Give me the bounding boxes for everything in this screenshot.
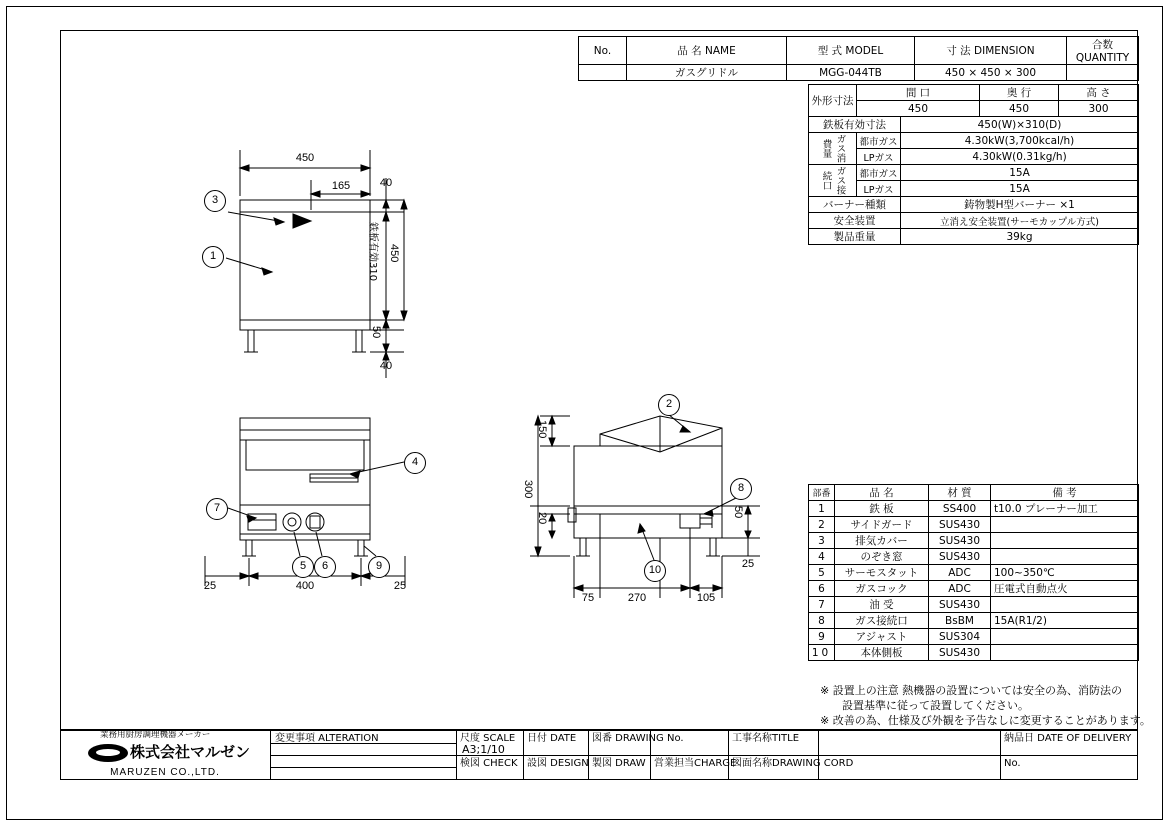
- parts-material: SUS430: [929, 517, 991, 533]
- parts-material: SUS430: [929, 645, 991, 661]
- balloon-4: 4: [404, 452, 426, 474]
- spec-sub-toshi-gas-1: 都市ガス: [857, 133, 901, 149]
- spec-val-burner: 鋳物製H型バーナー ×1: [901, 197, 1139, 213]
- balloon-7: 7: [206, 498, 228, 520]
- header-col-model: 型 式 MODEL: [787, 37, 915, 65]
- parts-name: サーモスタット: [835, 565, 929, 581]
- parts-name: サイドガード: [835, 517, 929, 533]
- parts-no: 3: [809, 533, 835, 549]
- title-field-title: 工事名称TITLE: [732, 733, 800, 744]
- parts-material: SUS430: [929, 549, 991, 565]
- parts-header-no: 部番: [809, 485, 835, 501]
- parts-material: SS400: [929, 501, 991, 517]
- parts-no: 2: [809, 517, 835, 533]
- parts-name: ガス接続口: [835, 613, 929, 629]
- parts-material: ADC: [929, 581, 991, 597]
- install-note-line-3: ※ 改善の為、仕様及び外観を予告なしに変更することがあります。: [820, 714, 1151, 727]
- spec-val-takasa: 300: [1059, 101, 1139, 117]
- title-field-date: 日付 DATE: [527, 733, 577, 744]
- title-row-divider: [270, 755, 1138, 756]
- parts-note: t10.0 プレーナー加工: [991, 501, 1139, 517]
- parts-material: SUS430: [929, 597, 991, 613]
- spec-val-safety: 立消え安全装置(サーモカップル方式): [901, 213, 1139, 229]
- dim-front-165: 165: [331, 180, 351, 192]
- dim-side-75: 75: [581, 592, 595, 604]
- dim-lower-25-left: 25: [203, 580, 217, 592]
- title-field-design: 設図 DESIGN: [527, 758, 589, 769]
- title-alter-divider-2: [270, 767, 456, 768]
- parts-no: 10: [809, 645, 835, 661]
- title-field-drawing-no: 図番 DRAWING No.: [592, 733, 684, 744]
- parts-no: 9: [809, 629, 835, 645]
- spec-val-maguchi: 450: [857, 101, 980, 117]
- parts-no: 1: [809, 501, 835, 517]
- dim-front-40-top: 40: [379, 177, 393, 189]
- dim-front-40-bottom: 40: [379, 360, 393, 372]
- spec-val-teppan: 450(W)×310(D): [901, 117, 1139, 133]
- title-field-delivery: 納品日 DATE OF DELIVERY: [1004, 733, 1132, 744]
- spec-label-gaikei: 外形寸法: [809, 85, 857, 117]
- dim-front-310: 鉄板有効310: [367, 222, 378, 282]
- balloon-2: 2: [658, 394, 680, 416]
- spec-label-burner: バーナー種類: [809, 197, 901, 213]
- spec-sub-lp-gas-2: LPガス: [857, 181, 901, 197]
- spec-val-lp-gas: 4.30kW(0.31kg/h): [901, 149, 1139, 165]
- spec-val-toshi-setsuzoku: 15A: [901, 165, 1139, 181]
- header-col-name: 品 名 NAME: [627, 37, 787, 65]
- balloon-5: 5: [292, 556, 314, 578]
- parts-header-name: 品 名: [835, 485, 929, 501]
- parts-name: ガスコック: [835, 581, 929, 597]
- install-note-line-1: ※ 設置上の注意 熱機器の設置については安全の為、消防法の: [820, 684, 1122, 697]
- header-val-model: MGG-044TB: [787, 65, 915, 81]
- header-col-no: No.: [579, 37, 627, 65]
- title-field-no: No.: [1004, 758, 1021, 769]
- dim-side-50: 50: [732, 506, 744, 519]
- parts-material: SUS430: [929, 533, 991, 549]
- parts-note: 圧電式自動点火: [991, 581, 1139, 597]
- title-field-scale: 尺度 SCALE: [460, 733, 516, 744]
- dim-side-300: 300: [522, 480, 534, 499]
- parts-name: 油 受: [835, 597, 929, 613]
- balloon-6: 6: [314, 556, 336, 578]
- parts-name: 本体側板: [835, 645, 929, 661]
- parts-header-note: 備 考: [991, 485, 1139, 501]
- parts-material: SUS304: [929, 629, 991, 645]
- spec-label-teppan: 鉄板有効寸法: [809, 117, 901, 133]
- maruzen-logo-inner: [96, 749, 120, 756]
- balloon-10: 10: [644, 560, 666, 582]
- title-field-draw: 製図 DRAW: [592, 758, 646, 769]
- spec-label-gas-shohi: ガス消費量: [809, 133, 857, 165]
- spec-sub-okuyuki: 奥 行: [980, 85, 1059, 101]
- install-note-line-2: 設置基準に従って設置してください。: [820, 699, 1029, 712]
- title-field-check: 検図 CHECK: [460, 758, 518, 769]
- parts-material: BsBM: [929, 613, 991, 629]
- dim-side-150: 150: [536, 420, 548, 439]
- title-field-drawing-cord: 図面名称DRAWING CORD: [732, 758, 854, 769]
- header-col-dimension: 寸 法 DIMENSION: [915, 37, 1067, 65]
- dim-side-20: 20: [536, 512, 548, 525]
- parts-name: のぞき窓: [835, 549, 929, 565]
- parts-material: ADC: [929, 565, 991, 581]
- balloon-3: 3: [204, 190, 226, 212]
- company-name-en: MARUZEN CO.,LTD.: [110, 767, 220, 778]
- parts-no: 7: [809, 597, 835, 613]
- dim-lower-25-right: 25: [393, 580, 407, 592]
- parts-no: 5: [809, 565, 835, 581]
- parts-header-material: 材 質: [929, 485, 991, 501]
- spec-val-weight: 39kg: [901, 229, 1139, 245]
- balloon-8: 8: [730, 478, 752, 500]
- spec-label-safety: 安全装置: [809, 213, 901, 229]
- parts-name: 排気カバー: [835, 533, 929, 549]
- maker-caption: 業務用厨房調理機器メーカー: [100, 730, 211, 740]
- balloon-1: 1: [202, 246, 224, 268]
- dim-side-270: 270: [627, 592, 647, 604]
- spec-val-okuyuki: 450: [980, 101, 1059, 117]
- dim-lower-400: 400: [295, 580, 315, 592]
- header-col-quantity: 合数 QUANTITY: [1067, 37, 1139, 65]
- dim-side-105: 105: [696, 592, 716, 604]
- header-val-dimension: 450 × 450 × 300: [915, 65, 1067, 81]
- title-value-scale: A3;1/10: [462, 743, 505, 756]
- parts-name: 鉄 板: [835, 501, 929, 517]
- parts-note: 100~350℃: [991, 565, 1139, 581]
- parts-no: 4: [809, 549, 835, 565]
- dim-front-450-top: 450: [295, 152, 315, 164]
- spec-val-lp-setsuzoku: 15A: [901, 181, 1139, 197]
- header-val-name: ガスグリドル: [627, 65, 787, 81]
- dim-front-450-right: 450: [388, 244, 400, 263]
- parts-name: アジャスト: [835, 629, 929, 645]
- spec-label-gas-setsuzoku: ガス接続口: [809, 165, 857, 197]
- balloon-9: 9: [368, 556, 390, 578]
- dim-front-50: 50: [370, 326, 382, 339]
- spec-sub-lp-gas-1: LPガス: [857, 149, 901, 165]
- company-name-jp: 株式会社マルゼン: [130, 743, 251, 761]
- dim-side-25: 25: [741, 558, 755, 570]
- parts-no: 8: [809, 613, 835, 629]
- spec-label-weight: 製品重量: [809, 229, 901, 245]
- parts-no: 6: [809, 581, 835, 597]
- title-field-alteration: 変更事項 ALTERATION: [275, 733, 379, 744]
- spec-sub-toshi-gas-2: 都市ガス: [857, 165, 901, 181]
- spec-sub-maguchi: 間 口: [857, 85, 980, 101]
- spec-sub-takasa: 高 さ: [1059, 85, 1139, 101]
- parts-note: 15A(R1/2): [991, 613, 1139, 629]
- title-field-charge: 営業担当CHARGE: [654, 758, 737, 769]
- spec-val-toshi-gas: 4.30kW(3,700kcal/h): [901, 133, 1139, 149]
